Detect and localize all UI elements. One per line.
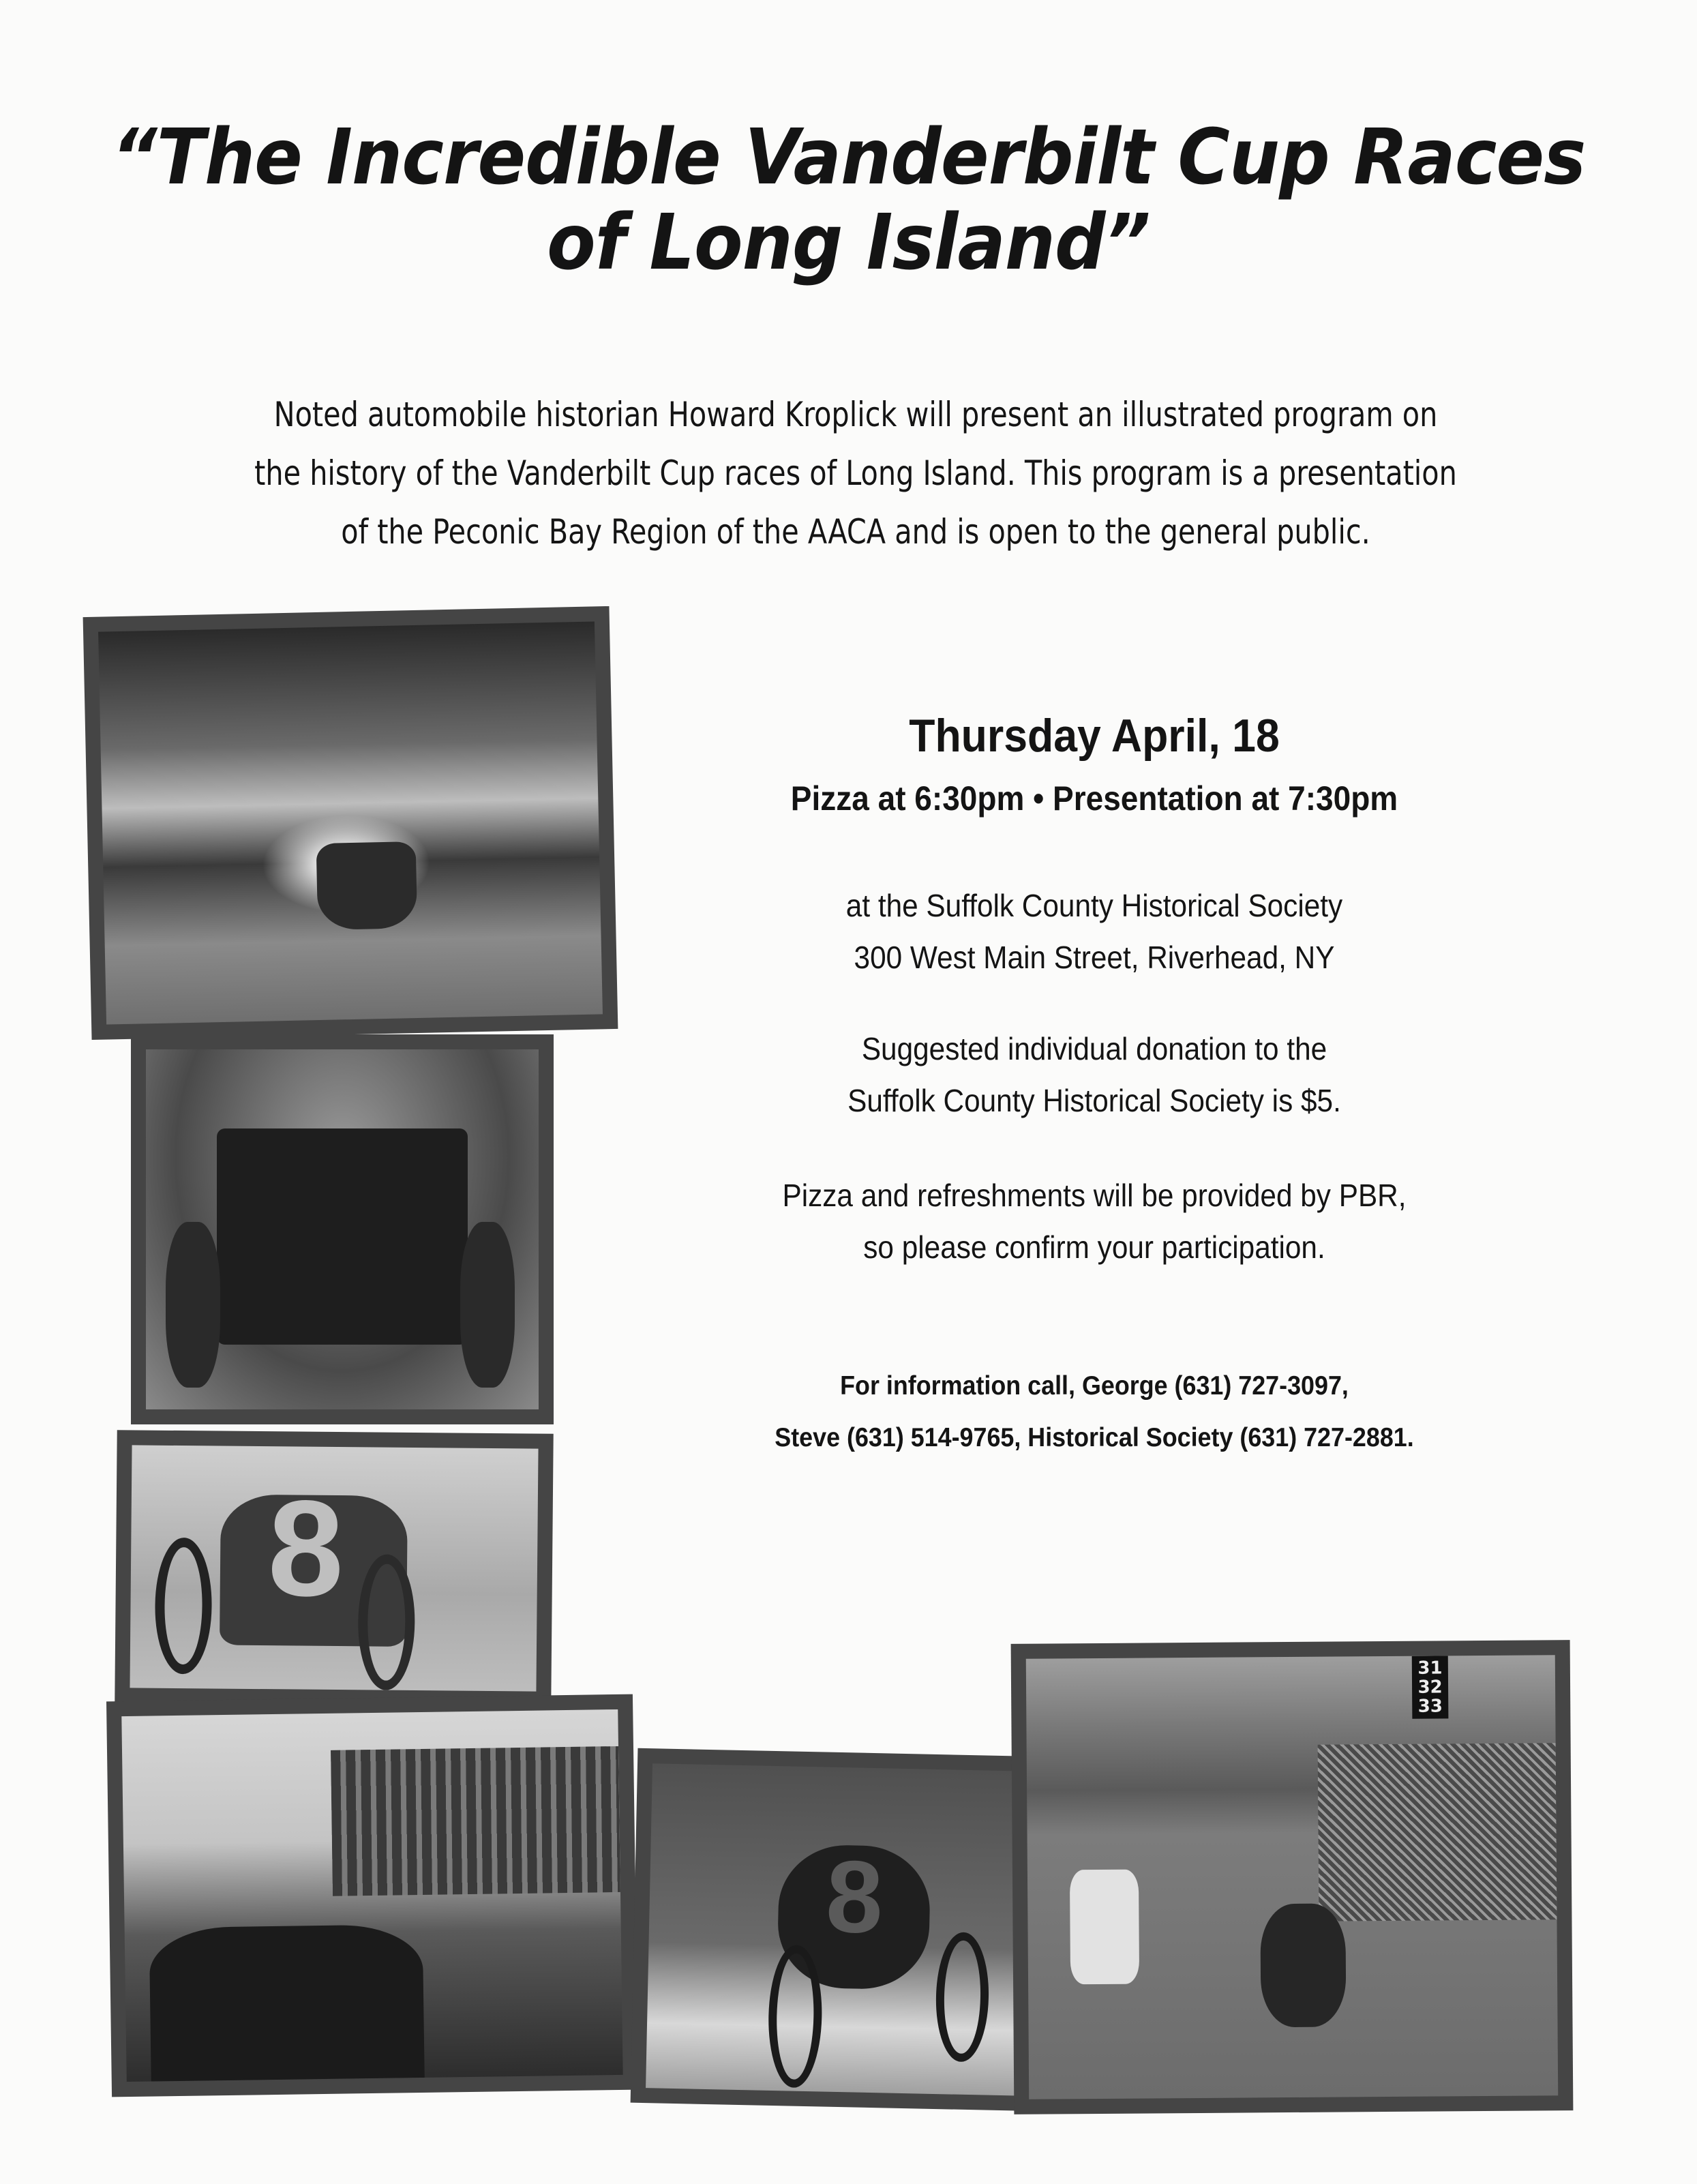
intro-line: Noted automobile historian Howard Kroplick will present an illustrated program on [273,395,1438,434]
donation-info [671,1023,1518,1126]
refreshments-line: so please confirm your participation. [863,1229,1325,1265]
donation-line: Suggested individual donation to the [861,1031,1327,1066]
refreshments-line: Pizza and refreshments will be provided by PBR, [782,1178,1407,1213]
photo-speedway-track [1011,1640,1574,2114]
flyer-title-line1: “The Incredible Vanderbilt Cup Races [111,113,1586,202]
donation-line: Suffolk County Historical Society is $5. [847,1083,1341,1118]
intro-paragraph [156,385,1555,561]
scoreboard-number: 31 [1417,1658,1443,1679]
event-times: Pizza at 6:30pm • Presentation at 7:30pm [790,779,1398,818]
venue-name: at the Suffolk County Historical Society [845,888,1343,923]
photo-car-8-side [631,1748,1047,2111]
scoreboard-number: 33 [1417,1696,1443,1717]
venue-address: 300 West Main Street, Riverhead, NY [854,940,1335,975]
contact-line: Steve (631) 514-9765, Historical Society (631) 727-2881. [775,1423,1414,1452]
photo-dust-race-crowd [83,606,618,1040]
scoreboard-number: 32 [1417,1677,1443,1698]
contact-info [671,1360,1518,1464]
flyer-title-line2: of Long Island” [547,198,1150,287]
photo-driver-closeup [131,1034,554,1424]
photo-car-number-8 [115,1430,553,1707]
event-venue [671,880,1518,983]
intro-line: of the Peconic Bay Region of the AACA and is open to the general public. [341,512,1370,552]
car-number-label: 8 [267,1471,345,1625]
event-date: Thursday April, 18 [909,710,1280,762]
refreshments-info [671,1169,1518,1273]
scoreboard [1412,1656,1448,1718]
photo-grandstand-finish [106,1694,638,2097]
contact-line: For information call, George (631) 727-3097, [840,1371,1349,1401]
car-number-label: 8 [824,1838,884,1955]
intro-line: the history of the Vanderbilt Cup races of Long Island. This program is a presentation [254,453,1457,493]
